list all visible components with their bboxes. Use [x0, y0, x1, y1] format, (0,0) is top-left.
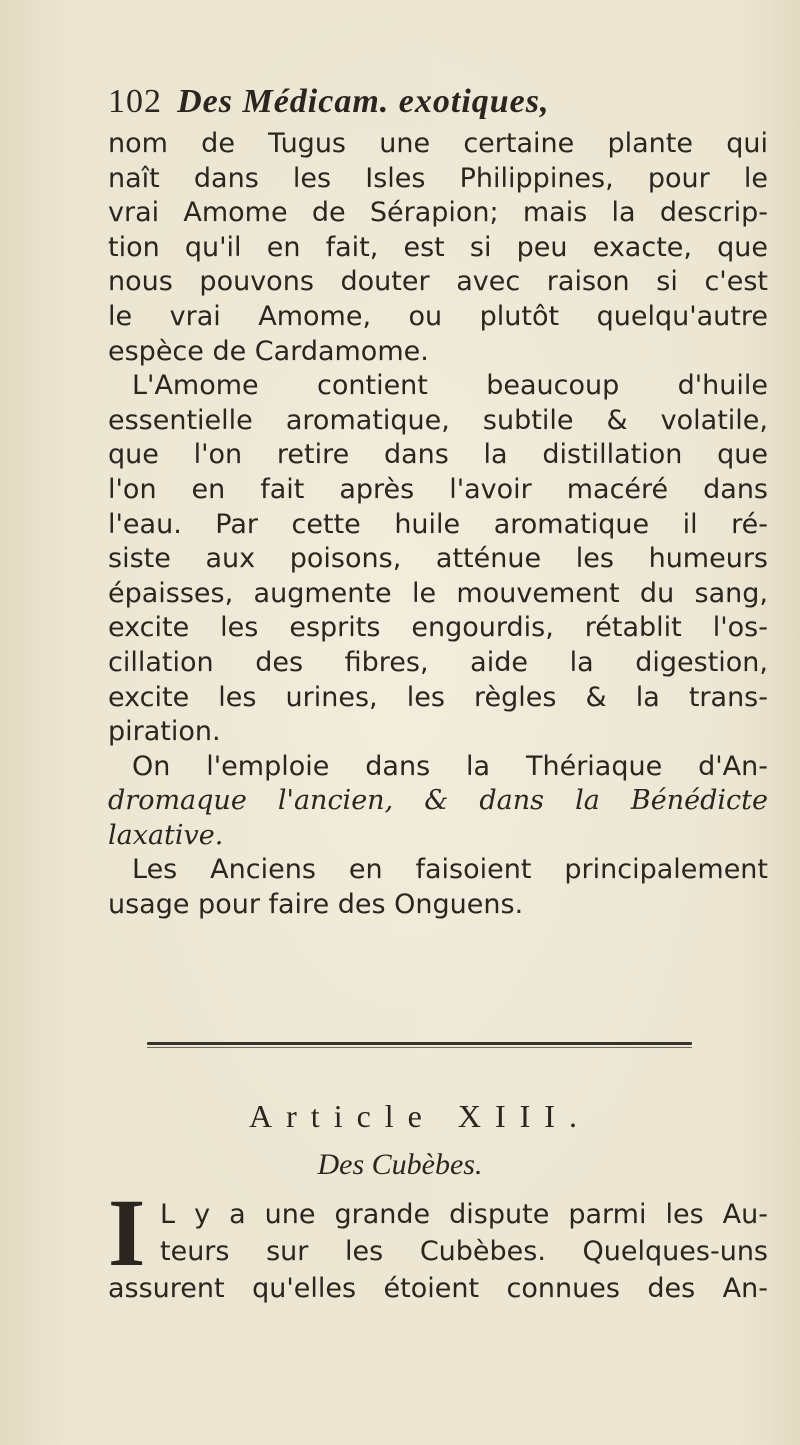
text-line: cillation des fibres, aide la digestion,: [108, 646, 768, 678]
running-title: Des Médicam. exotiques,: [177, 83, 550, 120]
text-line: que l'on retire dans la distillation que: [108, 439, 768, 471]
text-line: épaisses, augmente le mouvement du sang,: [108, 577, 768, 609]
text-line: tion qu'il en fait, est si peu exacte, que: [108, 231, 768, 263]
text-line: nous pouvons douter avec raison si c'est: [108, 266, 768, 298]
text-line: excite les urines, les règles & la trans-: [108, 681, 768, 713]
text-line: teurs sur les Cubèbes. Quelques-uns: [160, 1236, 768, 1267]
page-number: 102: [108, 83, 162, 120]
text-line: l'on en fait après l'avoir macéré dans: [108, 473, 768, 505]
text-line: le vrai Amome, ou plutôt quelqu'autre: [108, 300, 768, 332]
text-line: siste aux poisons, atténue les humeurs: [108, 543, 768, 575]
page-header: [108, 83, 748, 127]
text-line: l'eau. Par cette huile aromatique il ré-: [108, 508, 768, 540]
text-line: piration.: [108, 716, 221, 748]
article-heading: Article XIII.: [249, 1098, 591, 1134]
text-line: L y a une grande dispute parmi les Au-: [160, 1199, 768, 1230]
article-subheading: Des Cubèbes.: [317, 1148, 483, 1181]
text-line: essentielle aromatique, subtile & volatile,: [108, 404, 768, 436]
text-line: dromaque l'ancien, & dans la Bénédicte: [108, 785, 768, 817]
drop-cap: I: [108, 1179, 146, 1286]
text-line: Les Anciens en faisoient principalement: [132, 854, 768, 886]
text-line: assurent qu'elles étoient connues des An-: [108, 1273, 768, 1304]
body-text: [108, 127, 768, 923]
text-line: excite les esprits engourdis, rétablit l'os-: [108, 612, 768, 644]
text-line: vrai Amome de Sérapion; mais la descrip-: [108, 197, 768, 229]
text-line: espèce de Cardamome.: [108, 335, 429, 367]
text-line: laxative.: [108, 819, 224, 851]
text-line: usage pour faire des Onguens.: [108, 889, 524, 921]
text-line: naît dans les Isles Philippines, pour le: [108, 162, 768, 194]
text-line: nom de Tugus une certaine plante qui: [108, 128, 768, 159]
article-text: [108, 1196, 768, 1307]
section-divider-thin: [147, 1047, 692, 1048]
text-line: L'Amome contient beaucoup d'huile: [132, 370, 768, 402]
section-divider: [147, 1042, 692, 1045]
text-line: On l'emploie dans la Thériaque d'An-: [132, 750, 768, 782]
